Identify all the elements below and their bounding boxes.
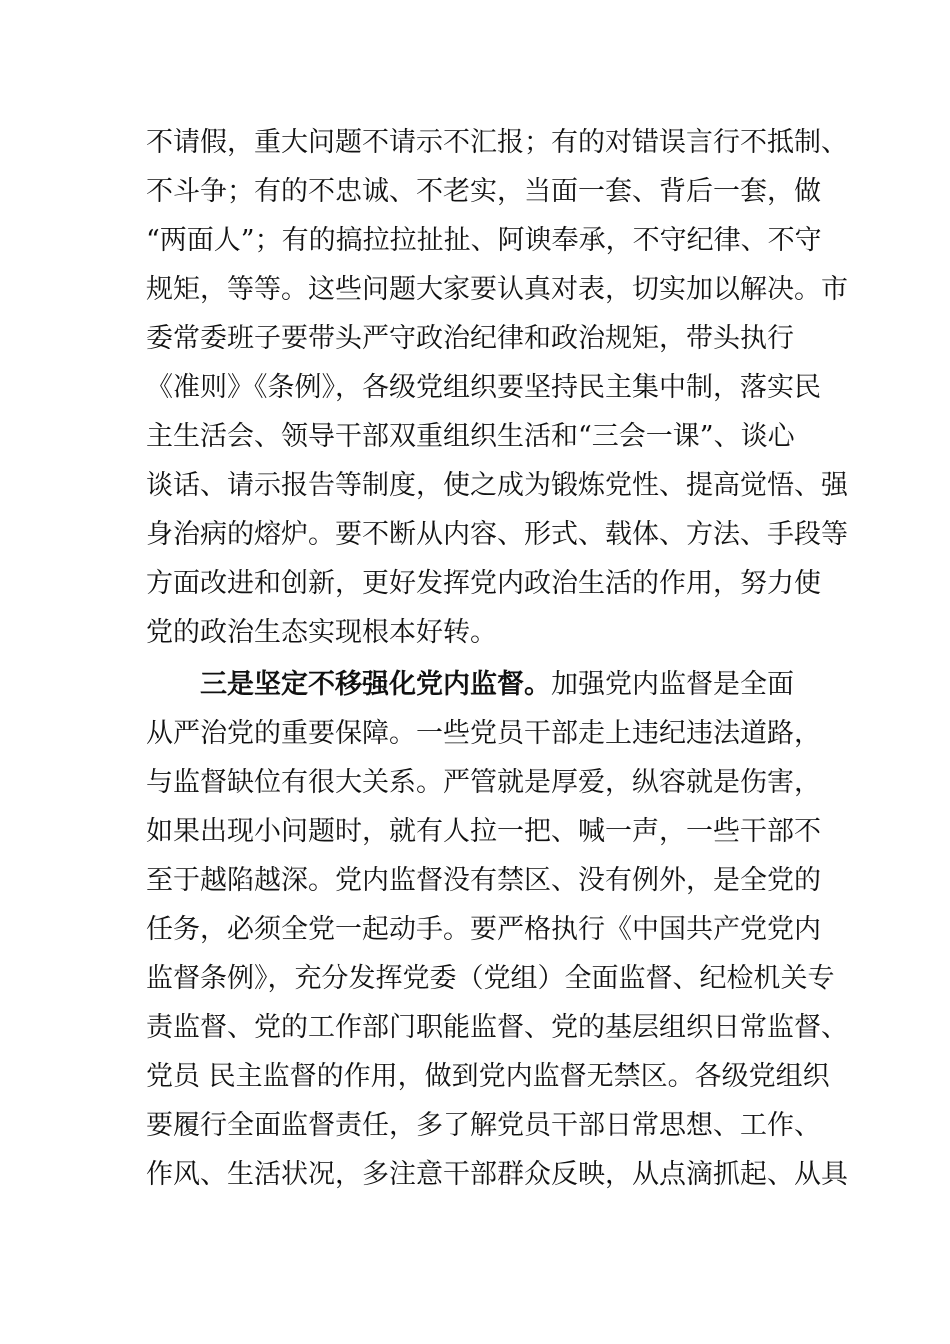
text-line: 方面改进和创新，更好发挥党内政治生活的作用，努力使 [146, 568, 821, 599]
text-line: 监督条例》，充分发挥党委（党组）全面监督、纪检机关专 [146, 963, 835, 994]
text-line: 不请假，重大问题不请示不汇报；有的对错误言行不抵制、 [146, 127, 848, 158]
text-line-first [200, 665, 920, 705]
text-line: 主生活会、领导干部双重组织生活和“三会一课”、谈心 [146, 421, 795, 452]
text-line: 党员 民主监督的作用，做到党内监督无禁区。各级党组织 [146, 1061, 830, 1092]
text-line: 从严治党的重要保障。一些党员干部走上违纪违法道路， [146, 718, 821, 749]
text-line: 《准则》《条例》，各级党组织要坚持民主集中制，落实民 [146, 372, 821, 403]
text-line: “两面人”；有的搞拉拉扯扯、阿谀奉承，不守纪律、不守 [146, 225, 822, 256]
text-line: 身治病的熔炉。要不断从内容、形式、载体、方法、手段等 [146, 519, 848, 550]
text-line: 与监督缺位有很大关系。严管就是厚爱，纵容就是伤害， [146, 767, 821, 798]
text-line: 责监督、党的工作部门职能监督、党的基层组织日常监督、 [146, 1012, 848, 1043]
text-line: 规矩，等等。这些问题大家要认真对表，切实加以解决。市 [146, 274, 848, 305]
first-line-text: 加强党内监督是全面 [551, 669, 794, 700]
text-line: 如果出现小问题时，就有人拉一把、喊一声，一些干部不 [146, 816, 821, 847]
text-line: 作风、生活状况，多注意干部群众反映，从点滴抓起、从具 [146, 1159, 848, 1190]
section-heading: 三是坚定不移强化党内监督。 [200, 669, 551, 700]
text-line: 任务，必须全党一起动手。要严格执行《中国共产党党内 [146, 914, 821, 945]
text-line: 谈话、请示报告等制度，使之成为锻炼党性、提高觉悟、强 [146, 470, 848, 501]
text-line: 委常委班子要带头严守政治纪律和政治规矩，带头执行 [146, 323, 794, 354]
text-line: 党的政治生态实现根本好转。 [146, 617, 497, 648]
text-line: 要履行全面监督责任，多了解党员干部日常思想、工作、 [146, 1110, 821, 1141]
text-line: 不斗争；有的不忠诚、不老实，当面一套、背后一套，做 [146, 176, 821, 207]
text-line: 至于越陷越深。党内监督没有禁区、没有例外，是全党的 [146, 865, 821, 896]
